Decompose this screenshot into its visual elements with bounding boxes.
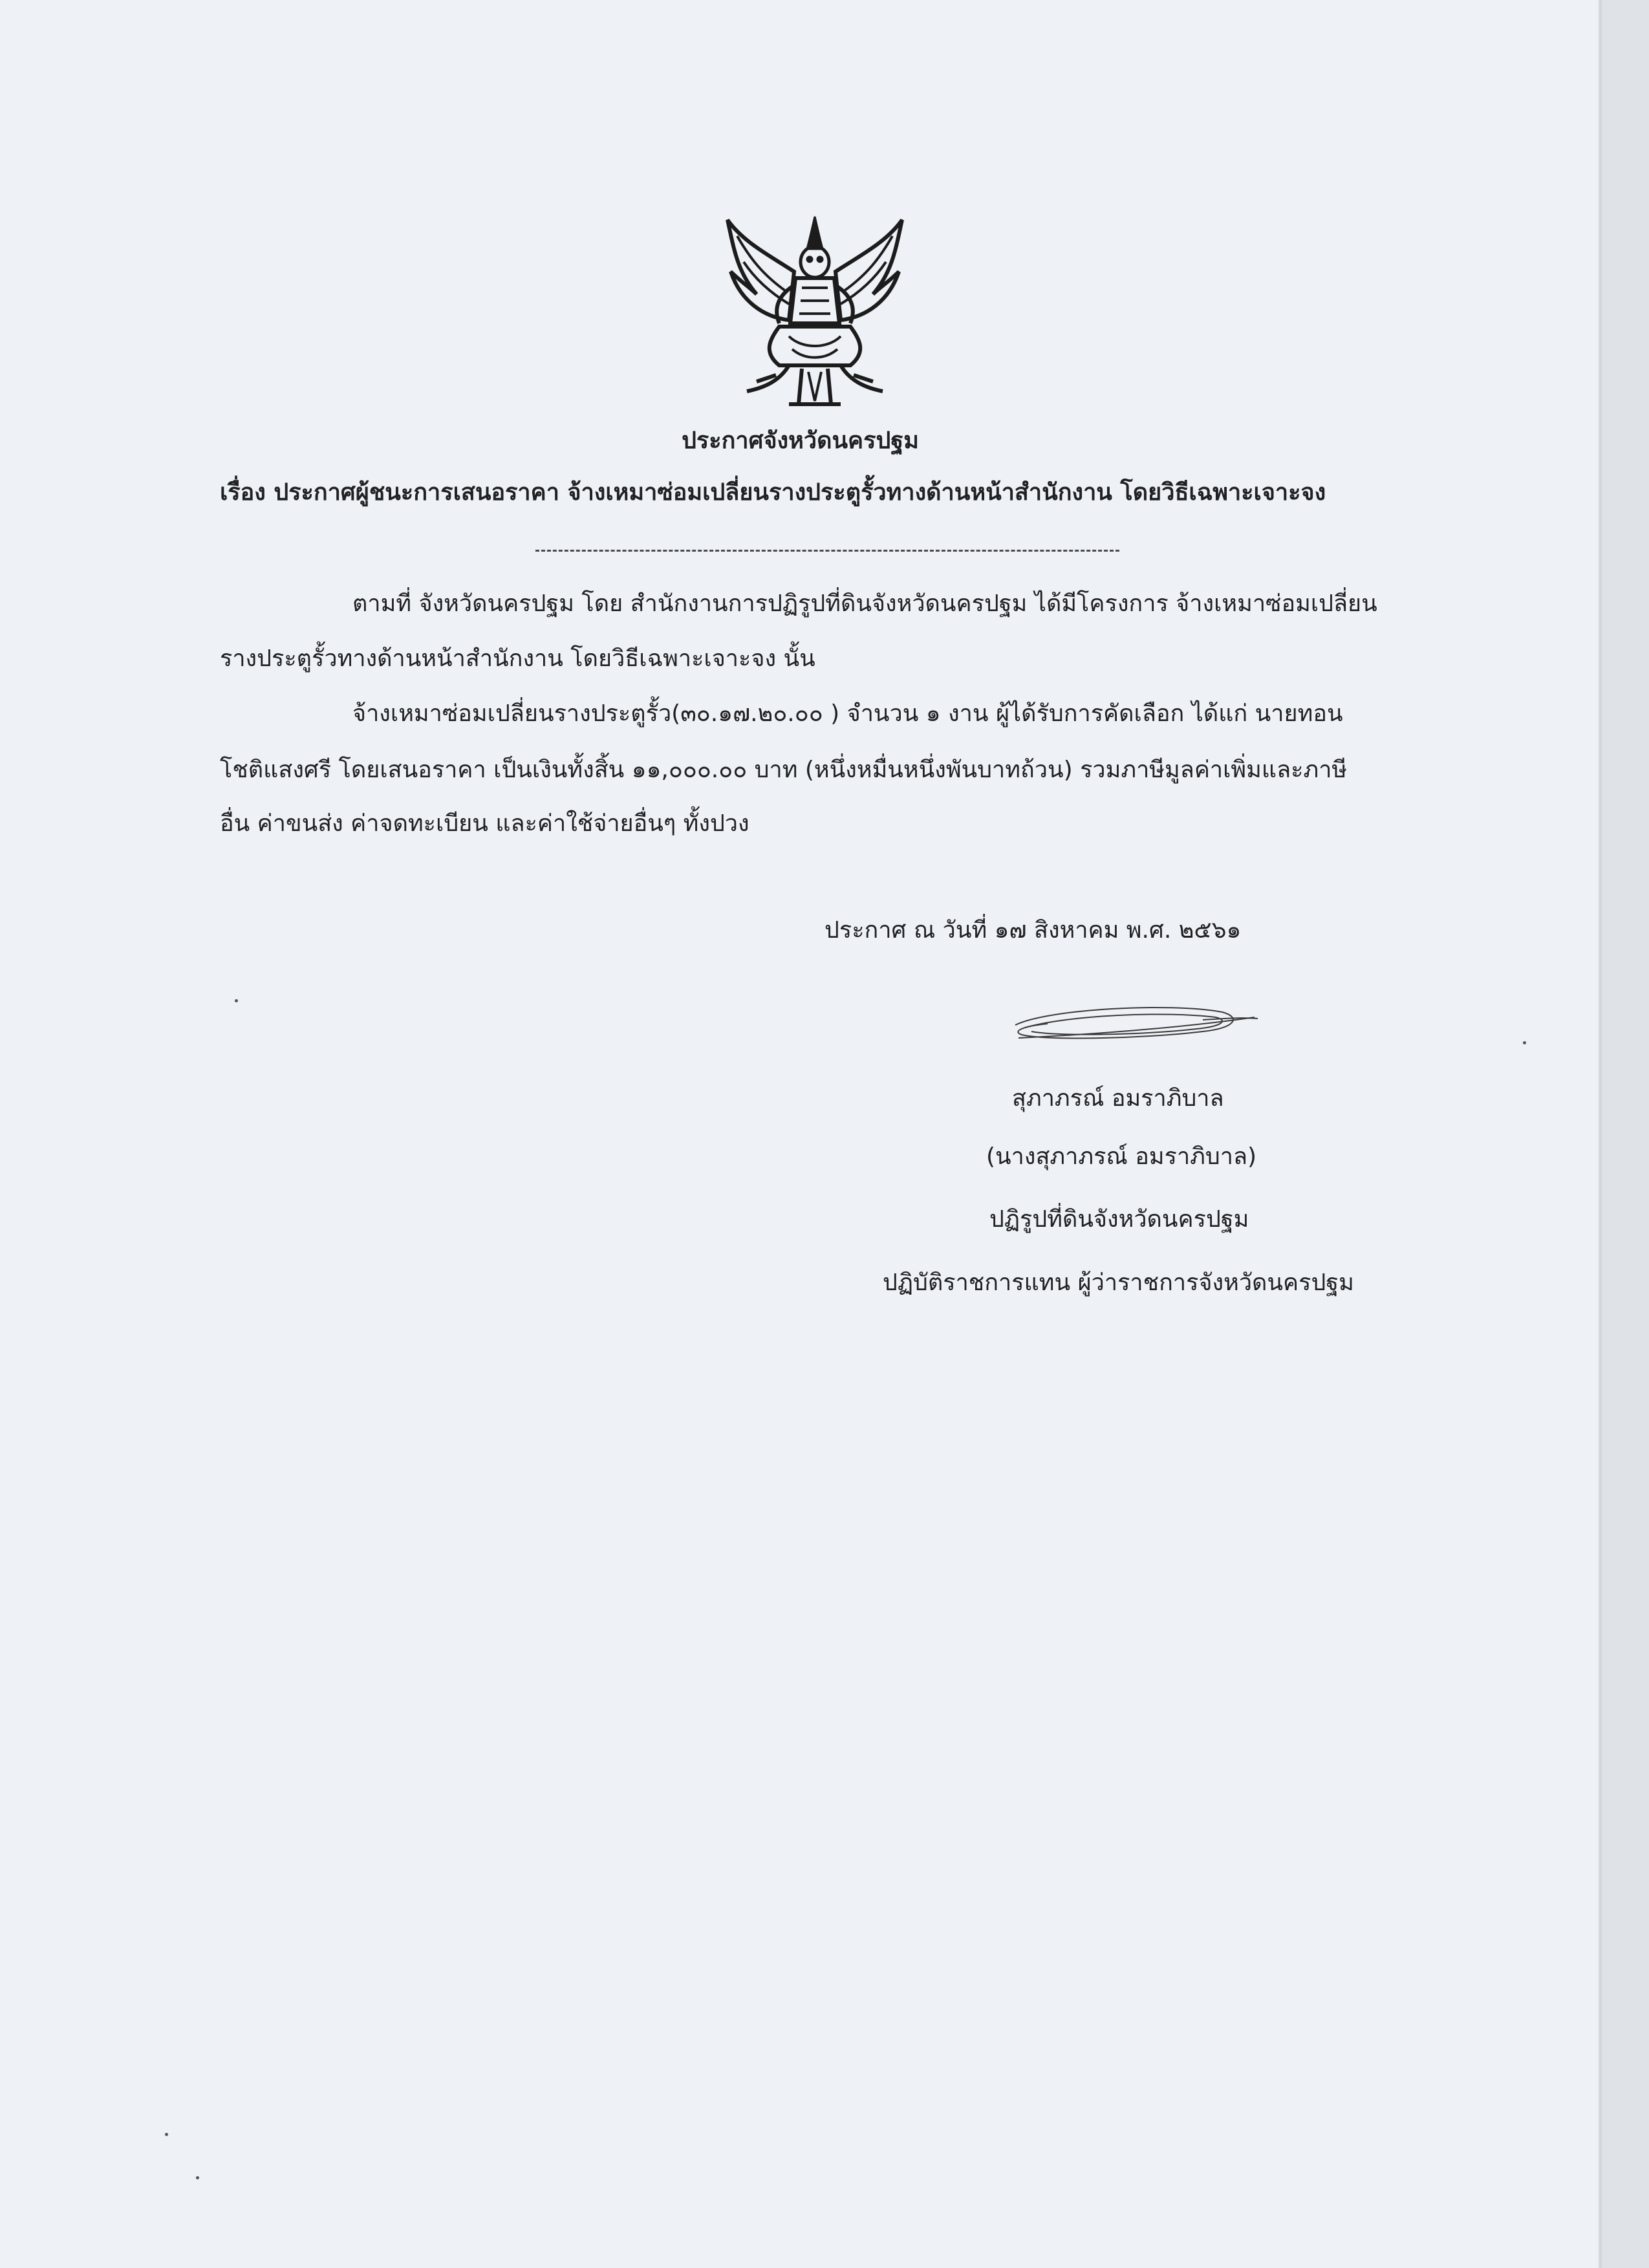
page-edge [1600,0,1649,2268]
paragraph-2-line-3: อื่น ค่าขนส่ง ค่าจดทะเบียน และค่าใช้จ่ายอื่นๆ ทั้งปวง [220,810,749,837]
announcement-title: ประกาศจังหวัดนครปฐม [682,427,919,454]
signatory-full-name: (นางสุภาภรณ์ อมราภิบาล) [986,1143,1257,1170]
garuda-emblem-icon [718,210,912,414]
announcement-date: ประกาศ ณ วันที่ ๑๗ สิงหาคม พ.ศ. ๒๕๖๑ [824,917,1242,944]
paragraph-1-line-2: รางประตูรั้วทางด้านหน้าสำนักงาน โดยวิธีเฉพาะเจาะจง นั้น [220,645,815,672]
handwritten-signature [1009,999,1267,1051]
scan-speck [235,999,238,1002]
paragraph-2-line-2: โชติแสงศรี โดยเสนอราคา เป็นเงินทั้งสิ้น ๑๑,๐๐๐.๐๐ บาท (หนึ่งหมื่นหนึ่งพันบาทถ้วน) รวมภาษีมูลค่าเพิ่มและภาษี [220,757,1348,783]
signatory-signed-name: สุภาภรณ์ อมราภิบาล [1012,1085,1224,1112]
paragraph-2-line-1: จ้างเหมาซ่อมเปลี่ยนรางประตูรั้ว(๓๐.๑๗.๒๐.๐๐ ) จำนวน ๑ งาน ผู้ได้รับการคัดเลือก ได้แก่ นายทอน [352,700,1343,727]
signatory-position: ปฏิรูปที่ดินจังหวัดนครปฐม [989,1206,1249,1233]
divider-line [535,550,1119,552]
announcement-subject: เรื่อง ประกาศผู้ชนะการเสนอราคา จ้างเหมาซ่อมเปลี่ยนรางประตูรั้วทางด้านหน้าสำนักงาน โดยวิธีเฉพาะเจาะจง [220,479,1326,506]
signatory-acting-for: ปฏิบัติราชการแทน ผู้ว่าราชการจังหวัดนครปฐม [883,1269,1354,1296]
scan-speck [1523,1041,1526,1044]
paragraph-1-line-1: ตามที่ จังหวัดนครปฐม โดย สำนักงานการปฏิรูปที่ดินจังหวัดนครปฐม ได้มีโครงการ จ้างเหมาซ่อมเปลี่ยน [352,590,1377,617]
scan-speck [196,2176,199,2179]
scan-speck [165,2133,168,2136]
